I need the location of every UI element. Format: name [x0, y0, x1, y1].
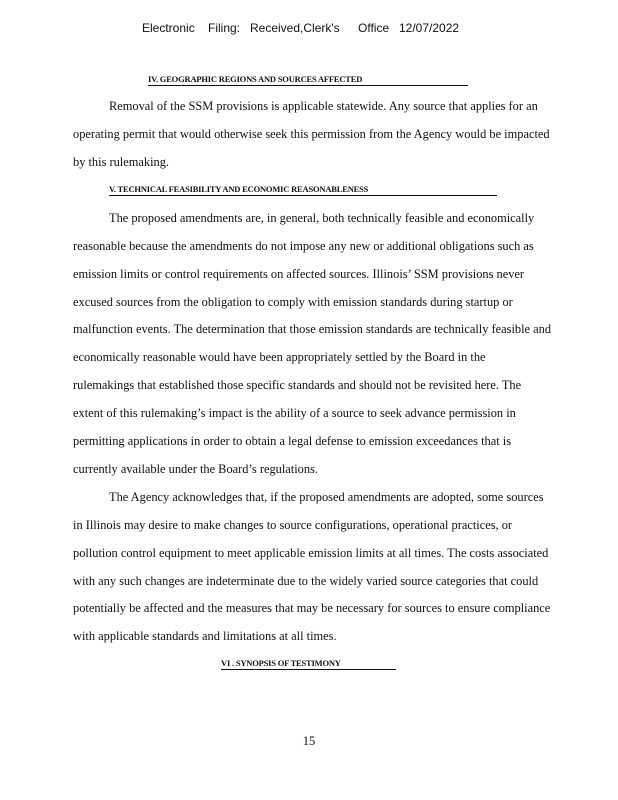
page-number: 15: [302, 734, 316, 748]
filing-electronic: Electronic: [142, 21, 195, 35]
paragraph-line: operating permit that would otherwise seek this permission from the Agency would be impacted: [73, 127, 550, 141]
filing-office: Office: [358, 21, 390, 35]
section-heading-iv: IV. GEOGRAPHIC REGIONS AND SOURCES AFFECTED: [148, 75, 468, 86]
paragraph-line: reasonable because the amendments do not impose any new or additional obligations such as: [73, 239, 534, 253]
paragraph-line: The Agency acknowledges that, if the proposed amendments are adopted, some sources: [109, 490, 544, 504]
paragraph-line: malfunction events. The determination that those emission standards are technically feasible and: [73, 322, 552, 336]
paragraph-line: emission limits or control requirements on affected sources. Illinois’ SSM provisions never: [73, 267, 525, 281]
paragraph-line: rulemakings that established those specific standards and should not be revisited here. The: [73, 378, 522, 392]
paragraph-line: permitting applications in order to obtain a legal defense to emission exceedances that is: [73, 434, 512, 448]
paragraph-line: excused sources from the obligation to comply with emission standards during startup or: [73, 295, 513, 309]
paragraph-line: pollution control equipment to meet applicable emission limits at all times. The costs associated: [73, 546, 549, 560]
paragraph-line: The proposed amendments are, in general, both technically feasible and economically: [109, 211, 535, 225]
filing-received: Received,Clerk's: [250, 21, 340, 35]
paragraph-line: in Illinois may desire to make changes to source configurations, operational practices, or: [73, 518, 513, 532]
paragraph-line: potentially be affected and the measures that may be necessary for sources to ensure compliance: [73, 601, 551, 615]
paragraph-line: by this rulemaking.: [73, 155, 170, 169]
filing-date: 12/07/2022: [399, 21, 460, 35]
paragraph-line: extent of this rulemaking’s impact is the ability of a source to seek advance permission in: [73, 406, 516, 420]
paragraph-line: Removal of the SSM provisions is applicable statewide. Any source that applies for an: [109, 99, 538, 113]
section-heading-v: V. TECHNICAL FEASIBILITY AND ECONOMIC REASONABLENESS: [109, 185, 497, 196]
paragraph-line: with any such changes are indeterminate due to the widely varied source categories that could: [73, 574, 539, 588]
section-heading-vi: VI . SYNOPSIS OF TESTIMONY: [221, 659, 396, 670]
paragraph-line: currently available under the Board’s regulations.: [73, 462, 318, 476]
paragraph-line: with applicable standards and limitations at all times.: [73, 629, 337, 643]
paragraph-line: economically reasonable would have been appropriately settled by the Board in the: [73, 350, 486, 364]
filing-label: Filing:: [208, 21, 241, 35]
